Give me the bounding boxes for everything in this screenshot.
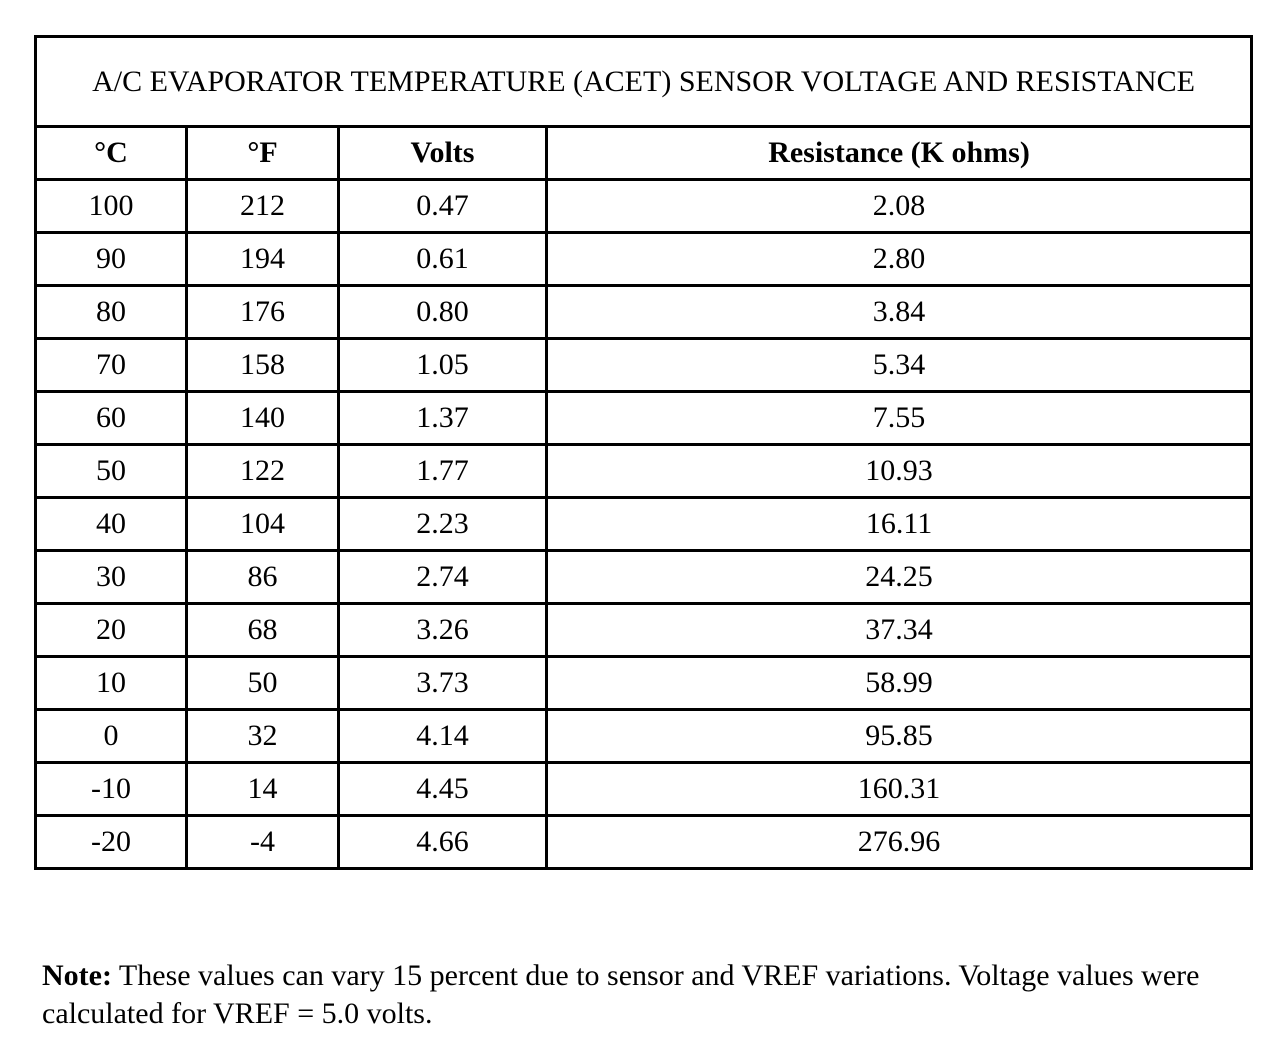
cell-celsius: 90 bbox=[36, 233, 187, 286]
note-text: These values can vary 15 percent due to sensor and VREF variations. Voltage values were calculated for VREF = 5.0 volts. bbox=[42, 959, 1200, 1030]
cell-celsius: 100 bbox=[36, 180, 187, 233]
table-row bbox=[36, 180, 1252, 233]
cell-resistance: 58.99 bbox=[547, 657, 1252, 710]
cell-celsius: -10 bbox=[36, 763, 187, 816]
cell-volts: 1.05 bbox=[339, 339, 547, 392]
cell-resistance: 2.08 bbox=[547, 180, 1252, 233]
table-title: A/C EVAPORATOR TEMPERATURE (ACET) SENSOR VOLTAGE AND RESISTANCE bbox=[36, 37, 1252, 127]
header-celsius: °C bbox=[36, 127, 187, 180]
cell-fahrenheit: 68 bbox=[187, 604, 339, 657]
cell-fahrenheit: 14 bbox=[187, 763, 339, 816]
cell-celsius: 40 bbox=[36, 498, 187, 551]
table-header-row bbox=[36, 127, 1252, 180]
table-row bbox=[36, 710, 1252, 763]
table-row bbox=[36, 498, 1252, 551]
cell-volts: 0.80 bbox=[339, 286, 547, 339]
cell-fahrenheit: 212 bbox=[187, 180, 339, 233]
header-volts: Volts bbox=[339, 127, 547, 180]
table-row bbox=[36, 657, 1252, 710]
cell-volts: 1.37 bbox=[339, 392, 547, 445]
table-row bbox=[36, 816, 1252, 869]
cell-celsius: 10 bbox=[36, 657, 187, 710]
cell-resistance: 160.31 bbox=[547, 763, 1252, 816]
cell-fahrenheit: 122 bbox=[187, 445, 339, 498]
cell-celsius: 50 bbox=[36, 445, 187, 498]
cell-volts: 0.61 bbox=[339, 233, 547, 286]
cell-fahrenheit: 176 bbox=[187, 286, 339, 339]
cell-volts: 3.73 bbox=[339, 657, 547, 710]
cell-celsius: -20 bbox=[36, 816, 187, 869]
cell-resistance: 16.11 bbox=[547, 498, 1252, 551]
cell-volts: 2.74 bbox=[339, 551, 547, 604]
note-label: Note: bbox=[42, 959, 112, 992]
cell-fahrenheit: 194 bbox=[187, 233, 339, 286]
cell-volts: 3.26 bbox=[339, 604, 547, 657]
table-row bbox=[36, 233, 1252, 286]
cell-resistance: 95.85 bbox=[547, 710, 1252, 763]
cell-resistance: 3.84 bbox=[547, 286, 1252, 339]
table-row bbox=[36, 286, 1252, 339]
table-row bbox=[36, 392, 1252, 445]
cell-volts: 4.45 bbox=[339, 763, 547, 816]
cell-resistance: 5.34 bbox=[547, 339, 1252, 392]
table-row bbox=[36, 551, 1252, 604]
cell-volts: 1.77 bbox=[339, 445, 547, 498]
table-row bbox=[36, 604, 1252, 657]
cell-volts: 4.14 bbox=[339, 710, 547, 763]
cell-fahrenheit: 158 bbox=[187, 339, 339, 392]
cell-celsius: 0 bbox=[36, 710, 187, 763]
footnote bbox=[42, 957, 1202, 1033]
cell-resistance: 2.80 bbox=[547, 233, 1252, 286]
cell-volts: 4.66 bbox=[339, 816, 547, 869]
cell-fahrenheit: 86 bbox=[187, 551, 339, 604]
cell-volts: 0.47 bbox=[339, 180, 547, 233]
acet-sensor-table bbox=[34, 35, 1253, 870]
table-title-row bbox=[36, 37, 1252, 127]
header-fahrenheit: °F bbox=[187, 127, 339, 180]
cell-resistance: 37.34 bbox=[547, 604, 1252, 657]
cell-celsius: 20 bbox=[36, 604, 187, 657]
cell-fahrenheit: 32 bbox=[187, 710, 339, 763]
cell-celsius: 30 bbox=[36, 551, 187, 604]
cell-celsius: 80 bbox=[36, 286, 187, 339]
header-resistance: Resistance (K ohms) bbox=[547, 127, 1252, 180]
table-body bbox=[36, 180, 1252, 869]
table-row bbox=[36, 763, 1252, 816]
cell-volts: 2.23 bbox=[339, 498, 547, 551]
cell-resistance: 10.93 bbox=[547, 445, 1252, 498]
table-row bbox=[36, 445, 1252, 498]
cell-fahrenheit: 50 bbox=[187, 657, 339, 710]
cell-resistance: 24.25 bbox=[547, 551, 1252, 604]
cell-celsius: 70 bbox=[36, 339, 187, 392]
cell-resistance: 276.96 bbox=[547, 816, 1252, 869]
cell-fahrenheit: 104 bbox=[187, 498, 339, 551]
cell-resistance: 7.55 bbox=[547, 392, 1252, 445]
table-row bbox=[36, 339, 1252, 392]
cell-celsius: 60 bbox=[36, 392, 187, 445]
cell-fahrenheit: 140 bbox=[187, 392, 339, 445]
cell-fahrenheit: -4 bbox=[187, 816, 339, 869]
